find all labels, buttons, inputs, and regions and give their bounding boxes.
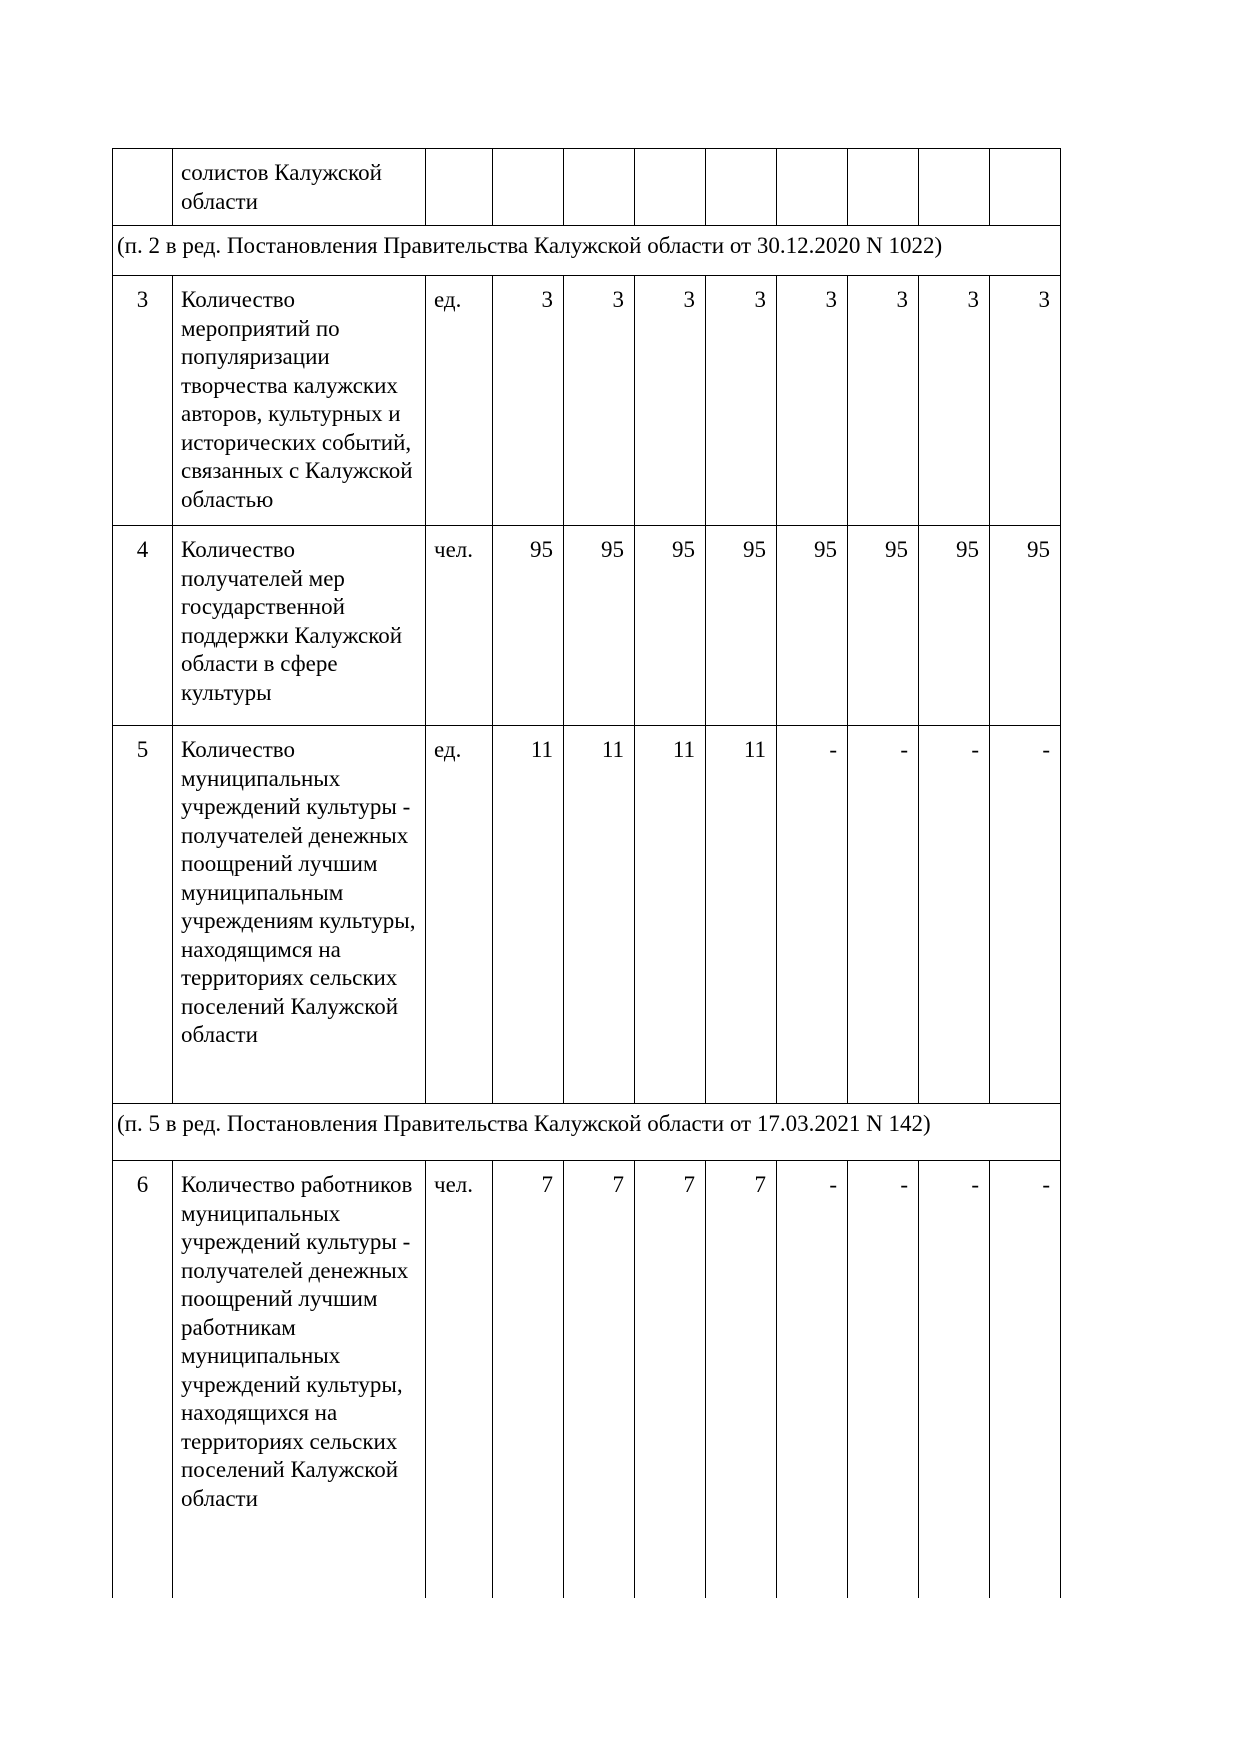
- value-cell: -: [848, 726, 919, 1104]
- table-row-note: [113, 226, 1061, 276]
- unit-cell: [426, 149, 493, 226]
- value-cell: 7: [564, 1161, 635, 1598]
- value-cell: 11: [706, 726, 777, 1104]
- value-cell: -: [777, 726, 848, 1104]
- value-cell: [706, 149, 777, 226]
- value-cell: 95: [564, 526, 635, 726]
- row-number-cell: 4: [113, 526, 173, 726]
- value-cell: [919, 149, 990, 226]
- table-row-note: [113, 1104, 1061, 1161]
- value-cell: 95: [990, 526, 1061, 726]
- unit-cell: чел.: [426, 526, 493, 726]
- value-cell: 3: [777, 276, 848, 526]
- row-number-cell: [113, 149, 173, 226]
- table-row: [113, 526, 1061, 726]
- amendment-note: (п. 2 в ред. Постановления Правительства Калужской области от 30.12.2020 N 1022): [113, 226, 1061, 276]
- value-cell: 3: [564, 276, 635, 526]
- value-cell: 3: [706, 276, 777, 526]
- indicator-name-cell: Количество муниципальных учреждений культуры - получателей денежных поощрений лучшим муниципальным учреждениям культуры, находящимся на территориях сельских поселений Калужской области: [173, 726, 426, 1104]
- indicator-name-cell: Количество получателей мер государственной поддержки Калужской области в сфере культуры: [173, 526, 426, 726]
- row-number-cell: 6: [113, 1161, 173, 1598]
- value-cell: 95: [635, 526, 706, 726]
- unit-cell: чел.: [426, 1161, 493, 1598]
- value-cell: 3: [635, 276, 706, 526]
- value-cell: [493, 149, 564, 226]
- unit-cell: ед.: [426, 276, 493, 526]
- amendment-note: (п. 5 в ред. Постановления Правительства Калужской области от 17.03.2021 N 142): [113, 1104, 1061, 1161]
- value-cell: [848, 149, 919, 226]
- table-row: [113, 726, 1061, 1104]
- value-cell: 95: [706, 526, 777, 726]
- table-row: [113, 276, 1061, 526]
- value-cell: [564, 149, 635, 226]
- value-cell: 11: [493, 726, 564, 1104]
- value-cell: 3: [848, 276, 919, 526]
- value-cell: -: [919, 1161, 990, 1598]
- value-cell: -: [777, 1161, 848, 1598]
- indicator-name-cell: солистов Калужской области: [173, 149, 426, 226]
- value-cell: -: [848, 1161, 919, 1598]
- value-cell: 95: [777, 526, 848, 726]
- row-number-cell: 3: [113, 276, 173, 526]
- table-row: [113, 1161, 1061, 1598]
- value-cell: 95: [493, 526, 564, 726]
- row-number-cell: 5: [113, 726, 173, 1104]
- table-row-partial: [113, 149, 1061, 226]
- value-cell: [777, 149, 848, 226]
- value-cell: [990, 149, 1061, 226]
- value-cell: 95: [848, 526, 919, 726]
- value-cell: -: [990, 1161, 1061, 1598]
- value-cell: 3: [919, 276, 990, 526]
- value-cell: 7: [635, 1161, 706, 1598]
- value-cell: 3: [493, 276, 564, 526]
- value-cell: 7: [706, 1161, 777, 1598]
- indicator-name-cell: Количество работников муниципальных учреждений культуры - получателей денежных поощрений лучшим работникам муниципальных учреждений культуры, находящихся на территориях сельских поселений Калужской области: [173, 1161, 426, 1598]
- indicators-table: [112, 148, 1061, 1598]
- value-cell: 95: [919, 526, 990, 726]
- value-cell: 11: [564, 726, 635, 1104]
- indicator-name-cell: Количество мероприятий по популяризации творчества калужских авторов, культурных и исторических событий, связанных с Калужской областью: [173, 276, 426, 526]
- value-cell: 3: [990, 276, 1061, 526]
- unit-cell: ед.: [426, 726, 493, 1104]
- value-cell: [635, 149, 706, 226]
- value-cell: -: [990, 726, 1061, 1104]
- value-cell: 7: [493, 1161, 564, 1598]
- value-cell: 11: [635, 726, 706, 1104]
- value-cell: -: [919, 726, 990, 1104]
